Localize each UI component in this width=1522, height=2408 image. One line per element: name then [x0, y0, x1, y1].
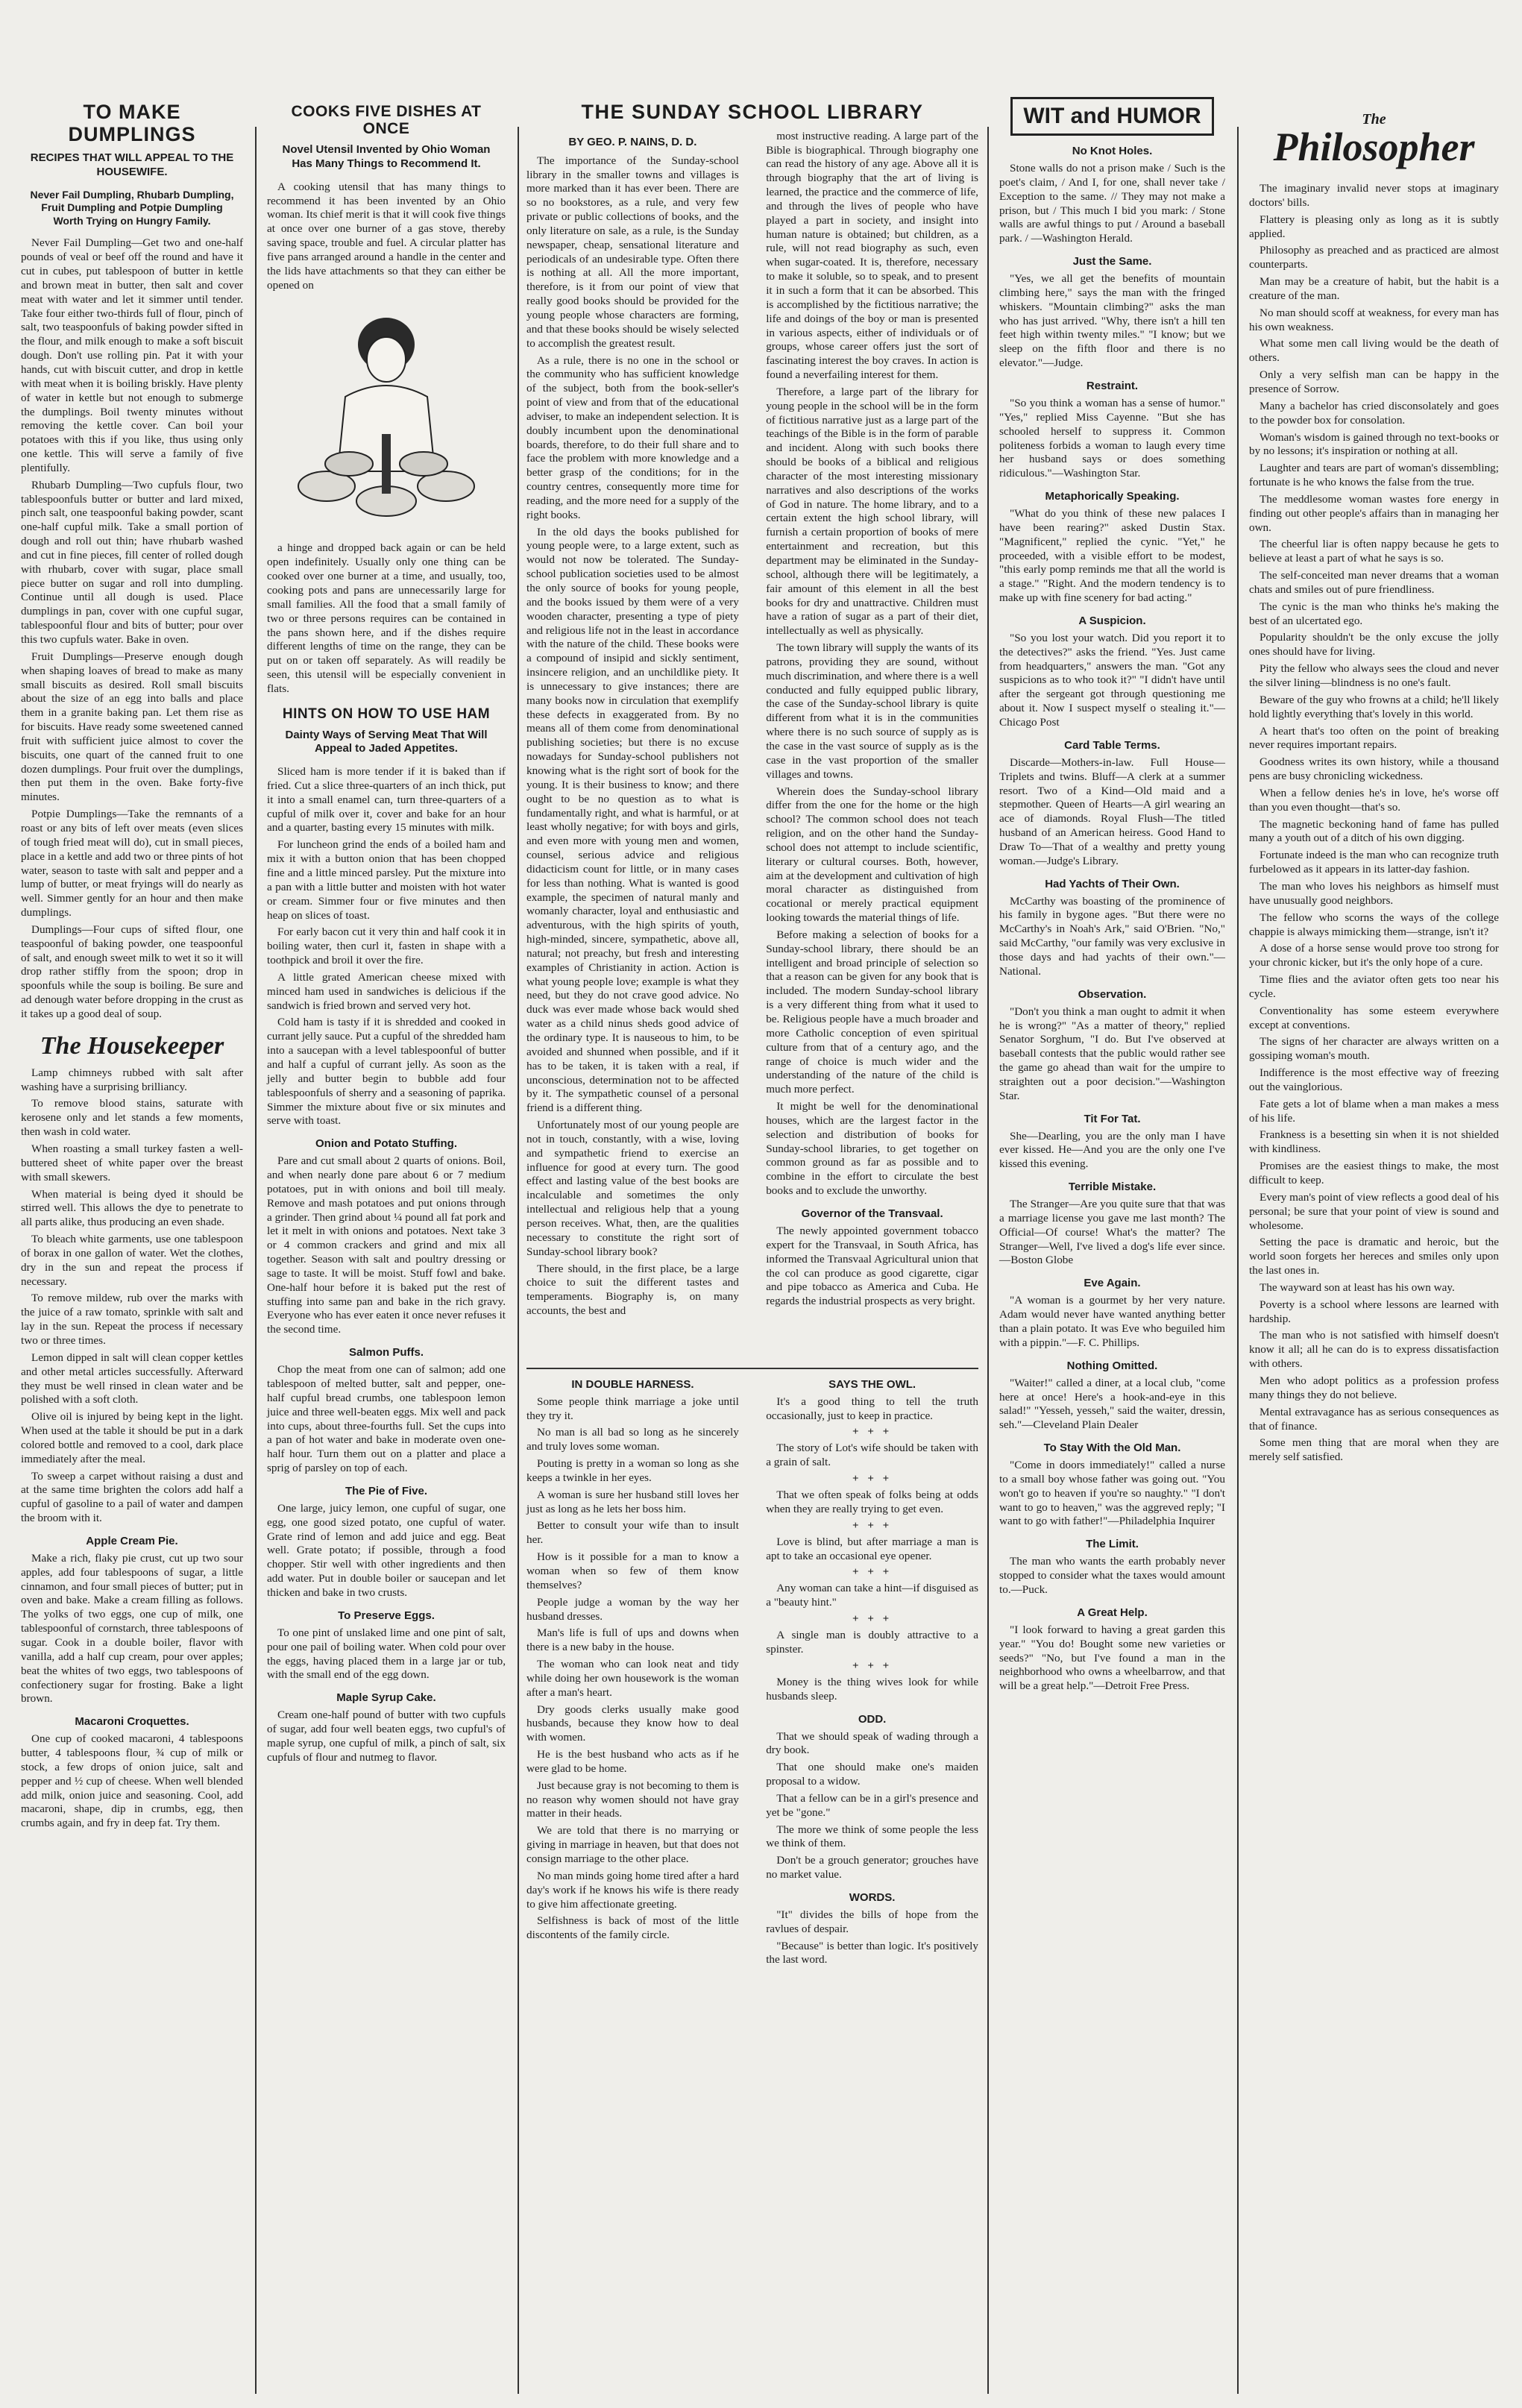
- joke-title: A Suspicion.: [1078, 614, 1146, 627]
- column-philosopher: [1239, 30, 1509, 2394]
- joke-text: "So you think a woman has a sense of humor." "Yes," replied Miss Cayenne. "But she has schooled herself to suppress it. Common politeness forbids a woman to laugh every time her husband says or does something ridiculous."—Washington Star.: [999, 396, 1225, 480]
- paragraph: The magnetic beckoning hand of fame has pulled many a youth out of a ditch of his own digging.: [1249, 817, 1499, 845]
- paragraph: Man may be a creature of habit, but the habit is a creature of the man.: [1249, 275, 1499, 302]
- paragraph: The signs of her character are always written on a gossiping woman's mouth.: [1249, 1035, 1499, 1063]
- newspaper-page: [10, 30, 1509, 2394]
- paragraph: We are told that there is no marrying or giving in marriage in heaven, but that does not consign marriage to the other place.: [526, 1824, 739, 1865]
- paragraph: The wayward son at least has his own way.: [1260, 1280, 1455, 1294]
- paragraph: Rhubarb Dumpling—Two cupfuls flour, two tablespoonfuls butter or butter and lard mixed, pinch salt, one teaspoonful baking powder, scant one-half cupful milk. Take a small portion of dough and roll out thin; have rhubarb washed and cut in fine pieces, fill center of rolled dough with rhubarb, cover with sugar, place small piece butter on sugar and roll into dumpling. Continue until all dough is used. Place dumplings in pan, cover with one cupful sugar, tablespoonful flour and bits of butter; pour over this two cupfuls water. Bake in oven.: [21, 478, 243, 646]
- paragraph: When a fellow denies he's in love, he's worse off than you even thought—that's so.: [1249, 786, 1499, 814]
- joke-text: "What do you think of these new palaces I have been rearing?" asked Dustin Stax. "Magnificent," replied the cynic. "Yet," he proceeded, with a visible effort to be modest, "this early pomp reminds me that all the world is a stage." "Right. And the modern tendency is to make up with fine scenery for bad acting.": [999, 507, 1225, 605]
- housekeeper-body: [21, 1066, 243, 1526]
- paragraph: Men who adopt politics as a profession profess many things they do not believe.: [1249, 1374, 1499, 1401]
- subhead: Dainty Ways of Serving Meat That Will Appeal to Jaded Appetites.: [285, 728, 488, 755]
- paragraph: Lamp chimneys rubbed with salt after washing have a surprising brilliancy.: [21, 1066, 243, 1093]
- paragraph: For luncheon grind the ends of a boiled ham and mix it with a button onion that has been chopped fine and a little minced parsley. Put the mixture into a pan with a little butter and moisten with hot water or cream. Simmer four or five minutes and then heap on slices of toast.: [267, 838, 506, 922]
- ham-body: [267, 765, 506, 1128]
- paragraph: For early bacon cut it very thin and half cook it in boiling water, then curl it, fasten in shape with a toothpick and broil it over the fire.: [267, 925, 506, 967]
- paragraph: "It" divides the bills of hope from the ravlues of despair.: [766, 1908, 978, 1935]
- paragraph: The fellow who scorns the ways of the college chappie is always mimicking them—strange, isn't it?: [1249, 911, 1499, 938]
- paragraph: The meddlesome woman wastes fore energy in finding out other people's affairs than in managing her own.: [1249, 492, 1499, 534]
- recipe-text: Make a rich, flaky pie crust, cut up two sour apples, add four tablespoons of sugar, a little cinnamon, and four small pieces of butter; put in oven and bake. Make a cream filling as follows. The yolks of two eggs, one cup of milk, one tablespoonful of cornstarch, three tablespoons of sugar. Cook in a double boiler, flavor with vanilla, add a half cup cream, pour over apples; beat the whites of two eggs, two tablespoons of confectionery sugar for frosting. Bake a light brown.: [21, 1551, 243, 1706]
- joke-text: The Stranger—Are you quite sure that that was a marriage license you gave me last month? The Official—Of course! What's the matter? The Stranger—Well, I've lived a dog's life ever since.—Boston Globe: [999, 1198, 1225, 1267]
- paragraph: most instructive reading. A large part of the Bible is biographical. Through biography one can read the history of any age. Above all it is through biography that the art of living is learned, the practice and the commerce of life, and through the lives of people who have played a part in society, and insight into human nature is obtained; but children, as a rule, will not read biography as such, even when sugar-coated. It is, therefore, necessary to make it soluble, so to speak, and to present it in such a form that it can be absorbed. This is accomplished by the fictitious narrative; the life and doings of the boy or man is presented in various aspects, either of individuals or of groups, whose career offers just the sort of fascinating interest the boy craves. In action is found a neverfailing interest for them.: [766, 129, 978, 382]
- section-title: ODD.: [858, 1712, 887, 1726]
- paragraph: The cheerful liar is often nappy because he gets to believe at least a part of what he says is so.: [1249, 538, 1499, 565]
- recipe-text: Cream one-half pound of butter with two cupfuls of sugar, add four well beaten eggs, two cupful's of maple syrup, one cupful of milk, a pinch of salt, six cupfuls of flour and nutmeg to flavor.: [267, 1708, 506, 1764]
- paragraph: To sweep a carpet without raising a dust and at the same time brighten the colors add half a cupful of gasoline to a pail of water and dampen the broom with it.: [21, 1469, 243, 1525]
- paragraph: "Because" is better than logic. It's positively the last word.: [766, 1939, 978, 1967]
- section-title: Apple Cream Pie.: [86, 1534, 178, 1547]
- philosopher-title: Philosopher: [1273, 125, 1475, 169]
- column-wit-humor: [989, 30, 1236, 2394]
- library-article: [526, 130, 978, 1368]
- housekeeper-heading: The Housekeeper: [40, 1031, 224, 1060]
- article-text: The newly appointed government tobacco expert for the Transvaal, in South Africa, has informed the Transvaal Agricultural union that the col can produce as good cigarette, cigar and pipe tobacco as America and Cuba. He regards the industrial prospects as very bright.: [766, 1224, 978, 1308]
- byline: BY GEO. P. NAINS, D. D.: [568, 135, 697, 148]
- section-title: Macaroni Croquettes.: [75, 1715, 189, 1729]
- subhead: Novel Utensil Invented by Ohio Woman Has Many Things to Recommend It.: [282, 143, 491, 170]
- joke-title: Card Table Terms.: [1064, 738, 1160, 752]
- column-cooks: [257, 30, 516, 2394]
- paragraph: When material is being dyed it should be stirred well. This allows the dye to penetrate to all parts alike, thus producing an even shade.: [21, 1187, 243, 1229]
- paragraph: Selfishness is back of most of the little discontents of the family circle.: [526, 1914, 739, 1942]
- recipe-text: One cup of cooked macaroni, 4 tablespoons butter, 4 tablespoons flour, ¾ cup of milk or stock, a few drops of onion juice, salt and pepper and ½ cup of cheese. When well blended add milk, onion juice and seasoning. Cool, add macaroni, shape, dip in crumbs, egg, then crumbs again, and fry in deep fat. Try them.: [21, 1732, 243, 1830]
- paragraph: Setting the pace is dramatic and heroic, but the world soon forgets her hereces and smiles only upon the last ones in.: [1249, 1236, 1499, 1277]
- joke-title: Terrible Mistake.: [1068, 1181, 1157, 1194]
- joke-title: Restraint.: [1086, 379, 1139, 392]
- paragraph: Poverty is a school where lessons are learned with hardship.: [1249, 1298, 1499, 1325]
- philosopher-body: [1249, 182, 1499, 1465]
- paragraph: As a rule, there is no one in the school or the community who has sufficient knowledge of the subject, both from the book-seller's point of view and from that of the educational adviser, to make an independent selection. It is doubly incumbent upon the denominational boards, therefore, to do their full share and to face the problem with more knowledge and a better grasp of the conditions; for in the country centres, consequently more time for reading, and the more need for a supply of the right books.: [526, 353, 739, 521]
- paragraph: People judge a woman by the way her husband dresses.: [526, 1595, 739, 1623]
- paragraph: Lemon dipped in salt will clean copper kettles and other metal articles successfully. Afterward they must be well rinsed in clean water and be polished with a soft cloth.: [21, 1351, 243, 1406]
- paragraph: No man should scoff at weakness, for every man has his own weakness.: [1249, 306, 1499, 333]
- headline-ham: HINTS ON HOW TO USE HAM: [282, 705, 491, 722]
- joke-text: "Come in doors immediately!" called a nurse to a small boy whose father was going out. "You won't go to heaven if you're so naughty." "I don't want to go to heaven," was the aggreved reply; "I want to go with father!"—Philadelphia Inquirer: [999, 1459, 1225, 1528]
- paragraph: The cynic is the man who thinks he's making the best of an ulcertated ego.: [1249, 600, 1499, 627]
- paragraph: The man who is not satisfied with himself doesn't know it all; all he can do is to express dissatisfaction with others.: [1249, 1329, 1499, 1371]
- joke-title: To Stay With the Old Man.: [1043, 1442, 1181, 1455]
- paragraph: He is the best husband who acts as if he were glad to be home.: [526, 1748, 739, 1775]
- paragraph: Fortunate indeed is the man who can recognize truth furbelowed as it appears in its latter-day fashion.: [1249, 849, 1499, 876]
- joke-text: She—Dearling, you are the only man I have ever kissed. He—And you are the only one I've kissed this evening.: [999, 1129, 1225, 1171]
- separator-crosses: + + +: [852, 1613, 893, 1626]
- paragraph: Fruit Dumplings—Preserve enough dough when shaping loaves of bread to make as many small biscuits as desired. Roll small biscuits about the size of an egg into balls and place them in a granite baking pan. Let them rise as for biscuits. Have ready some sweetened canned fruit with sufficient juice almost to cover the biscuits, one quart of the canned fruit to one dozen dumplings. Pour fruit over the dumplings, then put them in the oven. Bake forty-five minutes.: [21, 650, 243, 804]
- double-harness-column: [526, 1369, 739, 1946]
- section-title: Maple Syrup Cake.: [336, 1691, 436, 1705]
- paragraph: To remove blood stains, saturate with kerosene only and let stands a few moments, then wash in cold water.: [21, 1097, 243, 1139]
- recipe-text: One large, juicy lemon, one cupful of sugar, one egg, one good sized potato, one cupful of water. Grate rind of lemon and add juice and egg. Beat well. Grate potato; if possible, through a food chopper. Stir well with other ingredients and then add water. Put in double boiler or saucepan and let thicken and bake in two crusts.: [267, 1501, 506, 1599]
- paragraph: What some men call living would be the death of others.: [1249, 337, 1499, 365]
- paragraph: Dumplings—Four cups of sifted flour, one teaspoonful of baking powder, one teaspoonful of salt, and enough sweet milk to wet it so it will drop rather stiffly from the spoon; drop in spoonfuls while the soup is boiling. Be sure and ad denough water before dropping in the crust as it takes up a good deal of soup.: [21, 922, 243, 1020]
- joke-title: Nothing Omitted.: [1066, 1359, 1158, 1372]
- paragraph: Potpie Dumplings—Take the remnants of a roast or any bits of left over meats (even slices of tough fried meat will do), cut in small pieces, place in a kettle and add two or three pints of hot water, season to taste with salt and pepper and a lump of butter, or meat fryings will do nearly as well. Simmer gently for an hour and then make dumplings.: [21, 808, 243, 919]
- paragraph: No man minds going home tired after a hard day's work if he knows his wife is there ready to give him affectionate greeting.: [526, 1869, 739, 1911]
- paragraph: Many a bachelor has cried disconsolately and goes to the powder box for consolation.: [1249, 399, 1499, 427]
- paragraph: The town library will supply the wants of its patrons, providing they are sound, without much discrimination, and where there is a well conducted and fully equipped public library, the case of the Sunday-school library is quite different from what it is in the communities where there is no such source of supply as is the case in the vast source of supply as is the case in the vast proportion of the smaller villages and towns.: [766, 641, 978, 781]
- paragraph: Therefore, a large part of the library for young people in the school will be in the form of fictitious narrative just as a large part of the teachings of the Bible is in the form of parable and incident. Along with such books there should be books of a biblical and religious character of the most interesting missionary narratives and also descriptions of the works of God in nature. The home library, and to a certain extent the high school library, will furnish a certain proportion of books of mere entertainment and recreation, but this department may be eliminated in the Sunday-school, although there will be legitimately, a fair amount of this element in all the best books for dry and unattractive. Children must have a ration of sugar as a part of their diet, intellectually as well as physically.: [766, 385, 978, 638]
- paragraph: There should, in the first place, be a large choice to suit the different tastes and temperaments. Biography is, on many accounts, the best and: [526, 1262, 739, 1318]
- joke-title: A Great Help.: [1077, 1606, 1148, 1619]
- paragraph: It's a good thing to tell the truth occasionally, just to keep in practice.: [766, 1395, 978, 1422]
- paragraph: To remove mildew, rub over the marks with the juice of a raw tomato, sprinkle with salt and lay in the sun. Repeat the process if necessary two or three times.: [21, 1292, 243, 1347]
- paragraph: No man is all bad so long as he sincerely and truly loves some woman.: [526, 1426, 739, 1453]
- paragraph: Laughter and tears are part of woman's dissembling; fortunate is he who knows the false from the true.: [1249, 462, 1499, 489]
- paragraph: Mental extravagance has as serious consequences as that of finance.: [1249, 1405, 1499, 1433]
- paragraph: Cold ham is tasty if it is shredded and cooked in currant jelly sauce. Put a cupful of the shredded ham into a saucepan with a level tablespoonful of butter and half a cupful of currant jelly. As soon as the jelly and butter begin to bubble add four tablespoonfuls of sherry and a seasoning of paprika. Simmer the mixture about five or six minutes and serve with toast.: [267, 1016, 506, 1128]
- section-title: Governor of the Transvaal.: [801, 1207, 943, 1220]
- paragraph: Dry goods clerks usually make good husbands, because they know how to deal with women.: [526, 1703, 739, 1744]
- paragraph: Some people think marriage a joke until they try it.: [526, 1395, 739, 1422]
- paragraph: Olive oil is injured by being kept in the light. When used at the table it should be put in a dark colored bottle and removed to a cool, dark place immediately after the meal.: [21, 1410, 243, 1465]
- paragraph: A woman is sure her husband still loves her just as long as he lets her boss him.: [526, 1488, 739, 1515]
- joke-title: The Limit.: [1086, 1538, 1139, 1551]
- section-title: IN DOUBLE HARNESS.: [571, 1377, 694, 1391]
- separator-crosses: + + +: [852, 1519, 893, 1532]
- paragraph: That a fellow can be in a girl's presence and yet be "gone.": [766, 1791, 978, 1819]
- paragraph: To bleach white garments, use one tablespoon of borax in one gallon of water. Wet the clothes, dry in the sun and repeat the process if necessary.: [21, 1233, 243, 1288]
- separator-crosses: + + +: [852, 1426, 893, 1439]
- joke-text: "Don't you think a man ought to admit it when he is wrong?" "As a matter of theory," replied Senator Sorghum, "I do. But I've observed at baseball contests that the public would rather see the game go ahead than wait for the umpire to straighten out a poor decision."—Washington Star.: [999, 1005, 1225, 1102]
- paragraph: That we often speak of folks being at odds when they are really trying to get even.: [766, 1489, 978, 1515]
- paragraph: Don't be a grouch generator; grouches have no market value.: [766, 1854, 978, 1882]
- section-title: To Preserve Eggs.: [338, 1609, 435, 1622]
- joke-title: Observation.: [1078, 987, 1147, 1001]
- paragraph: Time flies and the aviator often gets too near his cycle.: [1249, 973, 1499, 1000]
- paragraph: The woman who can look neat and tidy while doing her own housework is the woman after a man's heart.: [526, 1658, 739, 1699]
- paragraph: Wherein does the Sunday-school library differ from the one for the home or the high school? The common school does not teach religion, and on the other hand the Sunday-school does not attempt to include scientific, literary or cultural courses. Both, however, aim at the development and cultivation of high moral character as distinguished from cocational or merely practical equipment looking towards the material things of life.: [766, 785, 978, 925]
- paragraph: Popularity shouldn't be the only excuse the jolly ones should have for living.: [1249, 631, 1499, 658]
- joke-title: Tit For Tat.: [1084, 1112, 1141, 1125]
- joke-title: Eve Again.: [1084, 1277, 1141, 1290]
- paragraph: Money is the thing wives look for while husbands sleep.: [766, 1675, 978, 1703]
- paragraph: Before making a selection of books for a Sunday-school library, there should be an intelligent and broad principle of selection so that a reason can be given for any book that is included. The modern Sunday-school library is a very different thing from what it used to be. Religious people have a much broader and more Catholic conception of even spiritual culture from that of a century ago, and the range of choice is much wider and the understanding of the nature of the child is much more perfect.: [766, 928, 978, 1096]
- paragraph: Promises are the easiest things to make, the most difficult to keep.: [1249, 1160, 1499, 1186]
- paragraph: Love is blind, but after marriage a man is apt to take an occasional eye opener.: [766, 1535, 978, 1562]
- recipe-text: To one pint of unslaked lime and one pint of salt, pour one pail of boiling water. When cold pour over the eggs, having placed them in a large jar or tub, with the small end of the egg down.: [267, 1626, 506, 1682]
- section-title: SAYS THE OWL.: [828, 1377, 916, 1391]
- joke-title: Had Yachts of Their Own.: [1045, 877, 1180, 890]
- paragraph: The story of Lot's wife should be taken with a grain of salt.: [766, 1442, 978, 1469]
- article-text: A cooking utensil that has many things to recommend it has been invented by an Ohio woman. Its chief merit is that it will cook five things at once over one burner of a gas stove, thereby saving space, trouble and fuel. A circular platter has five pans arranged around a handle in the center and the lids have attachments so that they can either be opened on: [267, 180, 506, 292]
- separator-crosses: + + +: [852, 1659, 893, 1672]
- paragraph: A dose of a horse sense would prove too strong for your chronic kicker, but it's the only hope of a cure.: [1249, 942, 1499, 969]
- paragraph: Any woman can take a hint—if disguised as a "beauty hint.": [766, 1582, 978, 1609]
- joke-text: "Yes, we all get the benefits of mountain climbing here," says the man with the fringed whiskers. "Mountain climbing?" asks the man who has just arrived. "Why, there isn't a hill ten feet high within twenty miles." "I know; but we sleep on the fifth floor and there is no elevator."—Judge.: [999, 272, 1225, 370]
- separator-crosses: + + +: [852, 1473, 893, 1486]
- paragraph: That one should make one's maiden proposal to a widow.: [766, 1761, 978, 1788]
- wit-humor-body: [999, 145, 1225, 1694]
- joke-text: McCarthy was boasting of the prominence of his family in bygone ages. "But there were no McCarthy's in Noah's Ark," said O'Brien. "No," said McCarthy, "our family was very exclusive in those days and had yachts of their own."—National.: [999, 894, 1225, 978]
- paragraph: Conventionality has some esteem everywhere except at conventions.: [1249, 1004, 1499, 1031]
- paragraph: A little grated American cheese mixed with minced ham used in sandwiches is delicious if the sandwich is fried brown and served very hot.: [267, 970, 506, 1012]
- paragraph: The importance of the Sunday-school library in the smaller towns and villages is more marked than it has ever been. There are so no bookstores, as a rule, and very few private or public collections of books, and the only literature on sale, as a rule, is the Sunday newspaper, cheap, sensational literature and periodicals of an undesirable type. Often there is nothing at all. All the more important, therefore, is it from our point of view that really good books should be provided for the young people whose characters are forming, and that these books should be wisely selected to accomplish the greatest result.: [526, 154, 739, 350]
- joke-text: "So you lost your watch. Did you report it to the detectives?" asks the friend. "Yes. Just came from headquarters," answers the man. "Got any suspicions as to who took it?" "I didn't have until after the sergeant got through questioning me about it. Now I suspect myself o stealing it."—Chicago Post: [999, 631, 1225, 729]
- paragraph: Unfortunately most of our young people are not in touch, constantly, with a wise, loving and sympathetic friend to exercise an influence for good at every turn. The good effect and lasting value of the best books are incalculable and sometimes the only intellectual and religious help that a young person receives. What, then, are the qualities necessary to constitute the right sort of Sunday-school library book?: [526, 1119, 739, 1258]
- recipe-text: Pare and cut small about 2 quarts of onions. Boil, and when nearly done pare about 6 or 7 medium potatoes, put in with onions and boil till mealy. Remove and mash potatoes and put onions through a grinder. Then grind about ¼ pound all fat pork and let it melt in with onions and potatoes. Next take 3 or 4 common crackers and grind and mix all together. Season with salt and poultry dressing or sage to taste. It will be moist. Stuff fowl and bake. One-half hour before it is baked put the rest of stuffing into same pan and bake in the rich gravy. Everyone who has ever eaten it once never refuses it the second time.: [267, 1154, 506, 1336]
- paragraph: Flattery is pleasing only as long as it is subtly applied.: [1249, 213, 1499, 240]
- paragraph: How is it possible for a man to know a woman when so few of them know themselves?: [526, 1550, 739, 1591]
- paragraph: Goodness writes its own history, while a thousand pens are busy chronicling wickedness.: [1249, 755, 1499, 783]
- joke-text: "I look forward to having a great garden this year." "You do! Bought some new varieties or seeds?" "No, but I've found a man in the neighborhood who owns a wheelbarrow, and that will be a great help."—Detroit Free Press.: [999, 1623, 1225, 1693]
- paragraph: The imaginary invalid never stops at imaginary doctors' bills.: [1249, 182, 1499, 209]
- joke-text: "A woman is a gourmet by her very nature. Adam would never have wanted anything better than a plain potato. It was Eve who beguiled him with a pippin."—F. C. Phillips.: [999, 1294, 1225, 1349]
- section-title: The Pie of Five.: [345, 1484, 428, 1497]
- paragraph: Frankness is a besetting sin when it is not shielded with kindliness.: [1249, 1128, 1499, 1156]
- paragraph: Sliced ham is more tender if it is baked than if fried. Cut a slice three-quarters of an inch thick, put it into a small enamel can, turn three-quarters of a cupful of milk over it, cover and bake for an hour and a quarter, basting every 15 minutes with milk.: [267, 765, 506, 834]
- paragraph: The man who loves his neighbors as himself must have unusually good neighbors.: [1249, 879, 1499, 907]
- paragraph: Pouting is pretty in a woman so long as she keeps a twinkle in her eyes.: [526, 1457, 739, 1484]
- paragraph: Pity the fellow who always sees the cloud and never the silver lining—blindness is no one's fault.: [1249, 662, 1499, 689]
- paragraph: Only a very selfish man can be happy in the presence of Sorrow.: [1249, 368, 1499, 395]
- paragraph: The more we think of some people the less we think of them.: [766, 1823, 978, 1850]
- paragraph: Man's life is full of ups and downs when there is a new baby in the house.: [526, 1626, 739, 1654]
- paragraph: In the old days the books published for young people were, to a large extent, such as would not now be tolerated. The Sunday-school publication societies used to be almost the only source of books for young people, and the books issued by them were of a very wooden character, presenting a type of piety and religious life not in the least in accordance with the nature of the child. These books were a compound of insipid and sickly sentiment, insincere religion, and an unchildlike piety. It is unnecessary to give instances; there are many books now in circulation that exemplify these defects in exaggerated from. By no means all of them come from denominational publishing societies; but there is no excuse nowadays for Sunday-school publishers not knowing what is the right sort of book for the young. It is their business to know; and there ought to be no question as to what is fundamentally right, and what is harmful, or at least wholly negative; for with boys and girls, and even more with young men and women, counsel, serious advice and religious didacticism count for little, or in many cases for less than nothing. What is wanted is good example, the specimen of natural manly and womanly character, loyal and enthusiastic and adventurous, with the high spirits of youth, high-minded, sincere, sympathetic, above all, natural; not preachy, but fresh and interesting examples of Christianity in action. Action is what young people love; example is what they need, but they do not crave good advice. No duck was ever made whose back would shed water as a child ninus sheds good advice of the ordinary type. It is nauseous to him, to be avoided and shunned when possible, and if it has to be taken, it is taken with a real, if unconscious, determination not to be affected by it. The sympathetic counsel of a personal friend is a different thing.: [526, 525, 739, 1115]
- wit-humor-banner: WIT and HUMOR: [1010, 97, 1214, 136]
- paragraph: Every man's point of view reflects a good deal of his personal; be sure that your point of view is sound and wholesome.: [1249, 1190, 1499, 1232]
- library-left-column: [526, 130, 739, 1321]
- subhead: RECIPES THAT WILL APPEAL TO THE HOUSEWIFE.: [30, 151, 234, 179]
- section-title: WORDS.: [849, 1890, 896, 1904]
- joke-title: Just the Same.: [1072, 255, 1152, 268]
- column-dumplings: [10, 30, 254, 2394]
- separator-crosses: + + +: [852, 1566, 893, 1579]
- paragraph: Never Fail Dumpling—Get two and one-half pounds of veal or beef off the round and have it cut in cubes, put tablespoon of butter in kettle and brown meat in butter, then salt and cover meat with water and let it simmer until tender. Take four either two-thirds full of flour, pinch of salt, two teaspoonfuls of baking powder sifted in the flour, and milk enough to make a soft biscuit dough. Don't use rolling pin. Pat it with your hands, cut with biscuit cutter, and drop in kettle with meat when it is boiling briskly. Have plenty of water in kettle but not enough to submerge the dumplings. Boil twenty minutes without removing the kettle cover. Can boil your potatoes with this if you like, thus using only one kettle. This will serve a family of five plentifully.: [21, 236, 243, 474]
- paragraph: It might be well for the denominational houses, which are the largest factor in the selection and distribution of books for Sunday-school libraries, to get together on common ground as far as possible and to combine in the effort to circulate the best books and to exclude the unworthy.: [766, 1100, 978, 1198]
- lower-columns: [526, 1368, 978, 2339]
- joke-text: Stone walls do not a prison make / Such is the poet's claim, / And I, for one, shall never take / Exception to the same. // They may not make a prison, but / This much I bid you mark: / Stone walls are awful things to put / Around a baseball park. / —Washington Herald.: [999, 162, 1225, 245]
- section-title: Salmon Puffs.: [348, 1346, 424, 1359]
- paragraph: Some men thing that are moral when they are merely self satisfied.: [1249, 1436, 1499, 1464]
- paragraph: Beware of the guy who frowns at a child; he'll likely hold lightly everything that's lovely in this world.: [1249, 693, 1499, 720]
- paragraph: A single man is doubly attractive to a spinster.: [766, 1629, 978, 1656]
- paragraph: Philosophy as preached and as practiced are almost counterparts.: [1249, 244, 1499, 271]
- paragraph: When roasting a small turkey fasten a well-buttered sheet of white paper over the breast with small skewers.: [21, 1142, 243, 1183]
- paragraph: A heart that's too often on the point of breaking never requires important repairs.: [1249, 724, 1499, 752]
- paragraph: Indifference is the most effective way of freezing out the vainglorious.: [1249, 1066, 1499, 1093]
- philosopher-heading: [1249, 112, 1499, 167]
- column-library: [519, 30, 986, 2394]
- paragraph: Woman's wisdom is gained through no text-books or by no lessons; it's inspiration or nothing at all.: [1249, 430, 1499, 458]
- joke-text: "Waiter!" called a diner, at a local club, "come here at once! Here's a hook-and-eye in this salad!" "Yesseh, yesseh," said the waiter, dressin, seh."—Cleveland Plain Dealer: [999, 1376, 1225, 1432]
- paragraph: That we should speak of wading through a dry book.: [766, 1729, 978, 1757]
- lede: Never Fail Dumpling, Rhubarb Dumpling, Fruit Dumpling and Potpie Dumpling Worth Trying on Hungry Family.: [30, 188, 234, 227]
- headline-library: THE SUNDAY SCHOOL LIBRARY: [581, 101, 924, 123]
- joke-text: The man who wants the earth probably never stopped to consider what the taxes would amount to.—Puck.: [999, 1555, 1225, 1596]
- headline-cooks: COOKS FIVE DISHES AT ONCE: [291, 103, 482, 138]
- joke-text: Discarde—Mothers-in-law. Full House—Triplets and twins. Bluff—A clerk at a summer resort. Two of a Kind—Old maid and a stepmother. Queen of Hearts—A girl wearing an ace of diamonds. Royal Flush—The titled husband of an American heiress. Good Hand to Draw To—That of a wealthy and pretty young woman.—Judge's Library.: [999, 755, 1225, 867]
- article-body: [21, 236, 243, 1021]
- philosopher-the: The: [1362, 111, 1386, 128]
- library-right-column: [766, 130, 978, 1312]
- paragraph: Fate gets a lot of blame when a man makes a mess of his life.: [1249, 1097, 1499, 1125]
- section-title: Onion and Potato Stuffing.: [315, 1137, 457, 1151]
- recipe-text: Chop the meat from one can of salmon; add one tablespoon of melted butter, salt and pepper, one-half cupful bread crumbs, one tablespoon lemon juice and three well-beaten eggs. Mix well and pack into cups, about three-fourths full. Set the cups into a pan of hot water and bake in moderate oven one-half hour. Turn them out on a platter and place a sprig of parsley on top of each.: [267, 1363, 506, 1475]
- joke-title: No Knot Holes.: [1072, 145, 1153, 157]
- headline-dumplings: TO MAKE DUMPLINGS: [68, 101, 196, 145]
- paragraph: The self-conceited man never dreams that a woman chats and smiles out of pure friendliness.: [1249, 569, 1499, 596]
- joke-title: Metaphorically Speaking.: [1045, 490, 1180, 503]
- paragraph: Better to consult your wife than to insult her.: [526, 1519, 739, 1547]
- paragraph: Just because gray is not becoming to them is no reason why women should not have gray matter in their heads.: [526, 1779, 739, 1820]
- article-text: a hinge and dropped back again or can be held open indefinitely. Usually only one thing can be cooked over one burner at a time, and usually, too, cooking pots and pans are unnecessarily large for small families. All the food that a small family of two or three persons requires can be contained in the pans shown here, and if the dishes require different lengths of time on the range, they can be put on or taken off separately. As will readily be seen, this utensil will be especially convenient in flats.: [267, 541, 506, 695]
- owl-column: [766, 1369, 978, 1971]
- utensil-illustration: [274, 300, 498, 531]
